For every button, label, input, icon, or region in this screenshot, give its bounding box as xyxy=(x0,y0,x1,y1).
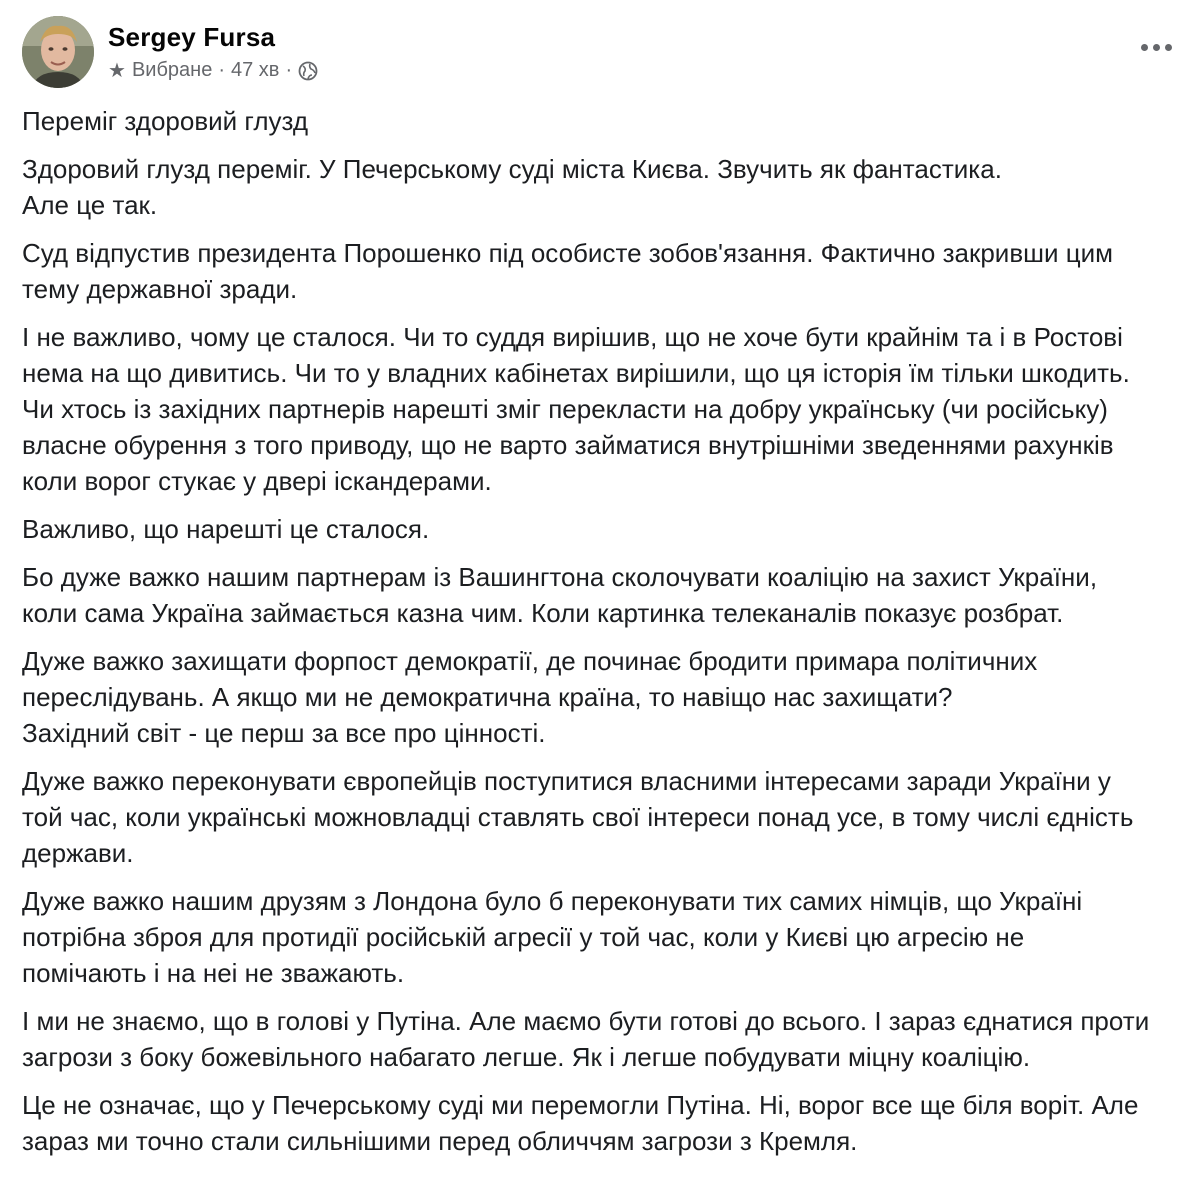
post-paragraph: Дуже важко переконувати європейців поступитися власними інтересами заради України у той час, коли українські можновладці ставлять свої інтереси понад усе, в тому числі єдність держави. xyxy=(22,766,1134,868)
globe-icon[interactable] xyxy=(298,61,318,81)
dot-icon xyxy=(1141,44,1148,51)
author-name[interactable]: Sergey Fursa xyxy=(108,22,276,52)
post-paragraph: Бо дуже важко нашим партнерам із Вашингтона сколочувати коаліцію на захист України, коли сама Україна займається казна чим. Коли картинка телеканалів показує розбрат. xyxy=(22,562,1098,628)
meta-separator: · xyxy=(218,59,225,81)
audience-label[interactable]: Вибране xyxy=(131,59,213,81)
post-paragraph: Дуже важко захищати форпост демократії, де починає бродити примара політичних переслідувань. А якщо ми не демократична країна, то навіщо нас захищати? Західний світ - це перш за все про цінності. xyxy=(22,646,1038,748)
post-header xyxy=(20,14,1180,94)
more-options-icon[interactable] xyxy=(1136,34,1176,60)
star-icon: ★ xyxy=(108,60,126,82)
dot-icon xyxy=(1165,44,1172,51)
dot-icon xyxy=(1153,44,1160,51)
post-paragraph: Здоровий глузд переміг. У Печерському суді міста Києва. Звучить як фантастика. Але це так. xyxy=(22,154,1002,220)
post-paragraph: Суд відпустив президента Порошенко під особисте зобов'язання. Фактично закривши цим тему державної зради. xyxy=(22,238,1114,304)
post-paragraph: І ми не знаємо, що в голові у Путіна. Але маємо бути готові до всього. І зараз єднатися проти загрози з боку божевільного набагато легше. Як і легше побудувати міцну коаліцію. xyxy=(22,1006,1150,1072)
avatar[interactable] xyxy=(22,16,94,88)
post-time[interactable]: 47 хв xyxy=(231,59,280,81)
post-paragraph: Переміг здоровий глузд xyxy=(22,106,309,136)
post-paragraph: І не важливо, чому це сталося. Чи то суддя вирішив, що не хоче бути крайнім та і в Ростові нема на що дивитись. Чи то у владних кабінетах вирішили, що ця історія їм тільки шкодить. Чи хтось із західних партнерів нарешті зміг перекласти на добру українську (чи російську) власне обурення з того приводу, що не варто займатися внутрішніми зведеннями рахунків коли ворог стукає у двері іскандерами. xyxy=(22,322,1130,496)
post-meta xyxy=(108,58,318,83)
post-paragraph: Дуже важко нашим друзям з Лондона було б переконувати тих самих німців, що Україні потрібна зброя для протидії російській агресії у той час, коли у Києві цю агресію не помічають і на неі не зважають. xyxy=(22,886,1083,988)
post-paragraph: Це не означає, що у Печерському суді ми перемогли Путіна. Ні, ворог все ще біля воріт. Але зараз ми точно стали сильнішими перед обличчям загрози з Кремля. xyxy=(22,1090,1139,1156)
post-content xyxy=(22,103,1182,1171)
post-paragraph: Важливо, що нарешті це сталося. xyxy=(22,514,430,544)
avatar-image xyxy=(22,16,94,88)
meta-separator-2: · xyxy=(285,59,293,81)
